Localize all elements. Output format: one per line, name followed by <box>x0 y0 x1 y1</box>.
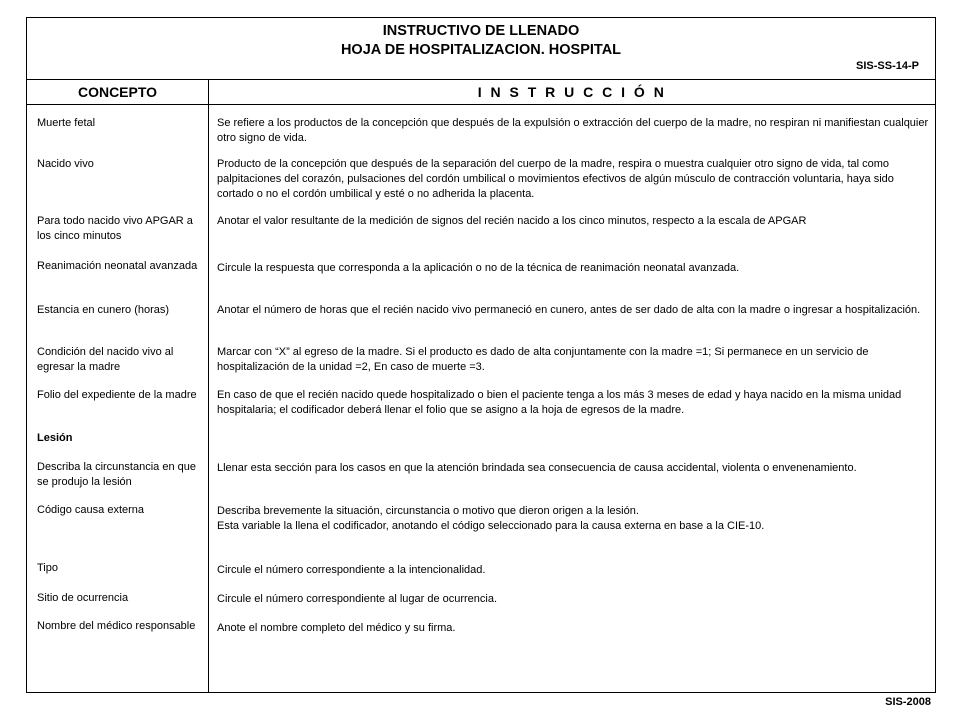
form-header <box>27 18 935 80</box>
concept-nombre-medico: Nombre del médico responsable <box>37 620 196 632</box>
concept-tipo: Tipo <box>37 562 58 574</box>
instruction-estancia-cunero: Anotar el número de horas que el recién nacido vivo permaneció en cunero, antes de ser dado de alta con la madre o ingresar a hospitalización. <box>217 304 921 316</box>
instruction-codigo-causa: Describa brevemente la situación, circunstancia o motivo que dieron origen a la lesión. <box>217 505 639 517</box>
instruction-reanimacion: Circule la respuesta que corresponda a la aplicación o no de la técnica de reanimación neonatal avanzada. <box>217 262 740 274</box>
instruction-muerte-fetal: Se refiere a los productos de la concepción que después de la expulsión o extracción del cuerpo de la madre, no respiran ni manifiestan cualquier otro signo de vida. <box>217 117 929 144</box>
instruction-condicion-nacido: Marcar con “X” al egreso de la madre. Si el producto es dado de alta conjuntamente con la madre =1; Si permanece en un servicio de hospitalización de la unidad =2, En caso de muerte =3. <box>217 346 869 373</box>
concept-lesion-heading: Lesión <box>37 432 73 444</box>
title-line-2: HOJA DE HOSPITALIZACION. HOSPITAL <box>340 42 622 58</box>
concept-codigo-causa: Código causa externa <box>37 504 145 516</box>
instruction-codigo-causa-2: Esta variable la llena el codificador, anotando el código seleccionado para la causa externa en base a la CIE-10. <box>217 520 765 532</box>
column-header-instruction: I N S T R U C C I Ó N <box>209 80 935 105</box>
concept-folio-expediente: Folio del expediente de la madre <box>37 389 197 401</box>
concept-muerte-fetal: Muerte fetal <box>37 117 96 129</box>
concept-circunstancia: Describa la circunstancia en que se produjo la lesión <box>37 461 196 488</box>
footer-code: SIS-2008 <box>885 696 931 708</box>
concept-condicion-nacido: Condición del nacido vivo al egresar la madre <box>37 346 174 373</box>
concept-apgar: Para todo nacido vivo APGAR a los cinco minutos <box>37 215 193 242</box>
form-code: SIS-SS-14-P <box>856 60 919 72</box>
instruction-folio-expediente: En caso de que el recién nacido quede hospitalizado o bien el paciente tenga a los más 3 meses de edad y haya nacido en la misma unidad hospitalaria; el codificador deberá llenar el folio que se asigno a la hoja de egresos de la madre. <box>217 389 902 416</box>
instruction-tipo: Circule el número correspondiente a la intencionalidad. <box>217 564 486 576</box>
column-header-concept: CONCEPTO <box>27 80 208 105</box>
form-frame <box>26 17 936 693</box>
concept-reanimacion: Reanimación neonatal avanzada <box>37 260 198 272</box>
column-divider <box>208 80 209 692</box>
instruction-circunstancia: Llenar esta sección para los casos en que la atención brindada sea consecuencia de causa accidental, violenta o envenenamiento. <box>217 462 857 474</box>
instruction-nombre-medico: Anote el nombre completo del médico y su firma. <box>217 622 456 634</box>
instruction-apgar: Anotar el valor resultante de la medición de signos del recién nacido a los cinco minutos, respecto a la escala de APGAR <box>217 215 807 227</box>
concept-estancia-cunero: Estancia en cunero (horas) <box>37 304 170 316</box>
title-line-1: INSTRUCTIVO DE LLENADO <box>382 23 580 39</box>
concept-nacido-vivo: Nacido vivo <box>37 158 94 170</box>
instruction-sitio-ocurrencia: Circule el número correspondiente al lugar de ocurrencia. <box>217 593 498 605</box>
instruction-nacido-vivo: Producto de la concepción que después de la separación del cuerpo de la madre, respira o muestra cualquier otro signo de vida, tal como palpitaciones del corazón, pulsaciones del cordón umbilical o movimientos efectivos de algún músculo de contracción voluntaria, haya sido cortado o no el cordón umbilical y esté o no adherida la placenta. <box>217 158 894 200</box>
concept-sitio-ocurrencia: Sitio de ocurrencia <box>37 592 129 604</box>
